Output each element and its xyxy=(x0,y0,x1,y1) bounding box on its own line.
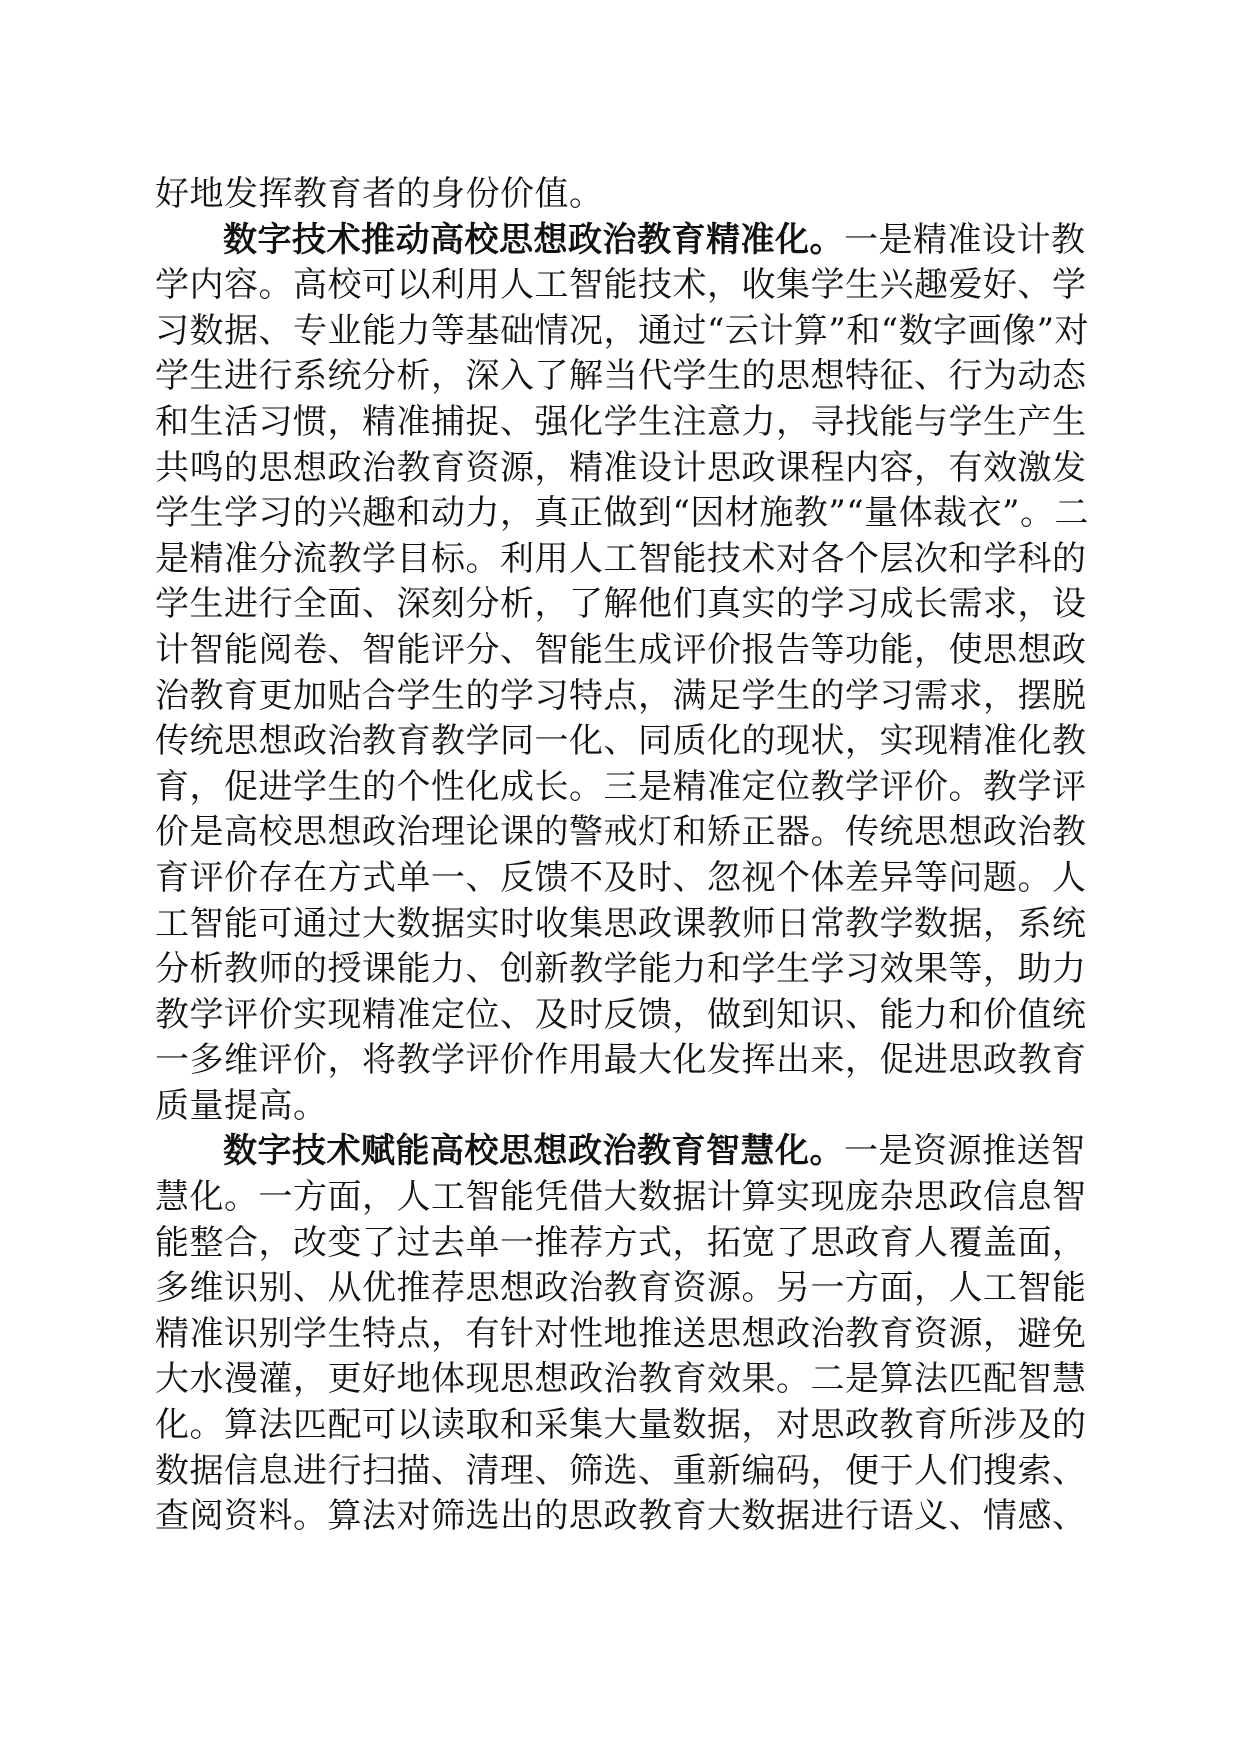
paragraph-body: 一是精准设计教学内容。高校可以利用人工智能技术，收集学生兴趣爱好、学习数据、专业能力等基础情况，通过“云计算”和“数字画像”对学生进行系统分析，深入了解当代学生的思想特征、行为动态和生活习惯，精准捕捉、强化学生注意力，寻找能与学生产生共鸣的思想政治教育资源，精准设计思政课程内容，有效激发学生学习的兴趣和动力，真正做到“因材施教”“量体裁衣”。二是精准分流教学目标。利用人工智能技术对各个层次和学科的学生进行全面、深刻分析，了解他们真实的学习成长需求，设计智能阅卷、智能评分、智能生成评价报告等功能，使思想政治教育更加贴合学生的学习特点，满足学生的学习需求，摆脱传统思想政治教育教学同一化、同质化的现状，实现精准化教育，促进学生的个性化成长。三是精准定位教学评价。教学评价是高校思想政治理论课的警戒灯和矫正器。传统思想政治教育评价存在方式单一、反馈不及时、忽视个体差异等问题。人工智能可通过大数据实时收集思政课教师日常教学数据，系统分析教师的授课能力、创新教学能力和学生学习效果等，助力教学评价实现精准定位、及时反馈，做到知识、能力和价值统一多维评价，将教学评价作用最大化发挥出来，促进思政教育质量提高。 xyxy=(155,219,1090,1126)
paragraph-heading: 数字技术推动高校思想政治教育精准化。 xyxy=(223,219,844,260)
body-text xyxy=(155,172,1095,1540)
paragraph-intelligence xyxy=(155,1129,1095,1539)
paragraph-precision xyxy=(155,218,1095,1130)
paragraph-body: 好地发挥教育者的身份价值。 xyxy=(155,174,604,214)
paragraph-continuation xyxy=(155,172,1095,218)
paragraph-heading: 数字技术赋能高校思想政治教育智慧化。 xyxy=(223,1131,844,1172)
paragraph-body: 一是资源推送智慧化。一方面，人工智能凭借大数据计算实现庞杂思政信息智能整合，改变了过去单一推荐方式，拓宽了思政育人覆盖面，多维识别、从优推荐思想政治教育资源。另一方面，人工智能精准识别学生特点，有针对性地推送思想政治教育资源，避免大水漫灌，更好地体现思想政治教育效果。二是算法匹配智慧化。算法匹配可以读取和采集大量数据，对思政教育所涉及的数据信息进行扫描、清理、筛选、重新编码，便于人们搜索、查阅资料。算法对筛选出的思政教育大数据进行语义、情感、 xyxy=(155,1131,1087,1537)
